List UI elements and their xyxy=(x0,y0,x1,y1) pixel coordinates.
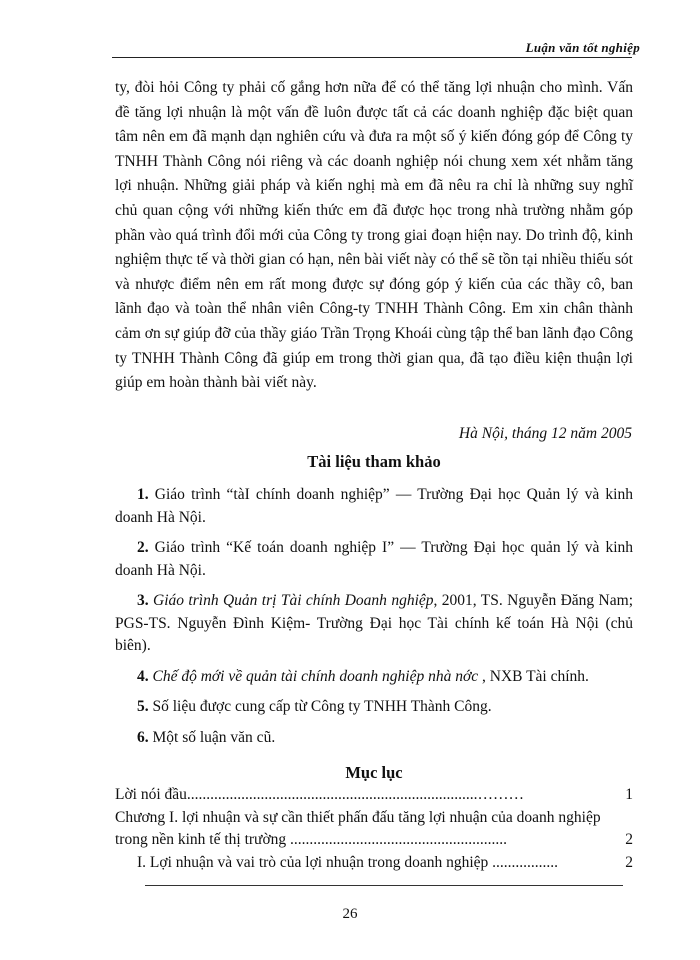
references-list xyxy=(115,484,633,757)
references-heading: Tài liệu tham khảo xyxy=(307,452,441,471)
conclusion-paragraph: ty, đòi hỏi Công ty phải cố gắng hơn nữa để có thể tăng lợi nhuận cho mình. Vấn đề tăng lợi nhuận là một vấn đề luôn được tất cả các doanh nghiệp đặc biệt quan tâm nên em đã mạnh dạn nghiên cứu và đưa ra một số ý kiến đóng góp để Công ty TNHH Thành Công nói riêng và các doanh nghiệp nói chung xem xét nhằm tăng lợi nhuận. Những giải pháp và kiến nghị mà em đã nêu ra chỉ là những suy nghĩ chủ quan cộng với những kiến thức em đã được học trong nhà trường nhằm góp phần vào quá trình đổi mới của Công ty trong giai đoạn hiện nay. Do trình độ, kinh nghiệm thực tế và thời gian có hạn, nên bài viết này có thể sẽ tồn tại nhiều thiếu sót và nhược điểm nên em rất mong được sự đóng góp ý kiến của các thầy cô, ban lãnh đạo và toàn thể nhân viên Công-ty TNHH Thành Công. Em xin chân thành cảm ơn sự giúp đỡ của thầy giáo Trần Trọng Khoái cùng tập thể ban lãnh đạo Công ty TNHH Thành Công đã giúp em trong thời gian qua, đã tạo điều kiện thuận lợi giúp em hoàn thành bài viết này. xyxy=(115,79,633,392)
reference-item: 1. Giáo trình “tàI chính doanh nghiệp” — Trường Đại học Quản lý và kinh doanh Hà Nội. xyxy=(115,486,633,526)
reference-item: 3. Giáo trình Quản trị Tài chính Doanh nghiệp, 2001, TS. Nguyễn Đăng Nam; PGS-TS. Nguyễn Đình Kiệm- Trường Đại học Tài chính kế toán Hà Nội (chủ biên). xyxy=(115,592,633,654)
reference-item: 2. Giáo trình “Kế toán doanh nghiệp I” — Trường Đại học quản lý và kinh doanh Hà Nội. xyxy=(115,539,633,579)
header-rule xyxy=(112,57,632,58)
toc-heading: Mục lục xyxy=(345,763,403,782)
toc-entry: Chương I. lợi nhuận và sự cần thiết phấn đấu tăng lợi nhuận của doanh nghiệp trong nền kinh tế thị trường ........................................................ 2 xyxy=(115,808,633,848)
reference-item: 5. Số liệu được cung cấp từ Công ty TNHH Thành Công. xyxy=(137,698,492,715)
table-of-contents xyxy=(115,784,633,874)
toc-entry: I. Lợi nhuận và vai trò của lợi nhuận trong doanh nghiệp ................. 2 xyxy=(137,853,633,871)
place-date-signature: Hà Nội, tháng 12 năm 2005 xyxy=(458,425,632,442)
reference-item: 6. Một số luận văn cũ. xyxy=(137,728,276,746)
reference-item: 4. Chế độ mới về quản tài chính doanh nghiệp nhà nớc , NXB Tài chính. xyxy=(137,667,589,685)
toc-entry: Lời nói đầu...........................................................................……… 1 xyxy=(115,786,633,803)
page-number: 26 xyxy=(342,906,358,922)
footer-rule xyxy=(145,885,623,886)
running-header: Luận văn tốt nghiệp xyxy=(525,40,640,55)
